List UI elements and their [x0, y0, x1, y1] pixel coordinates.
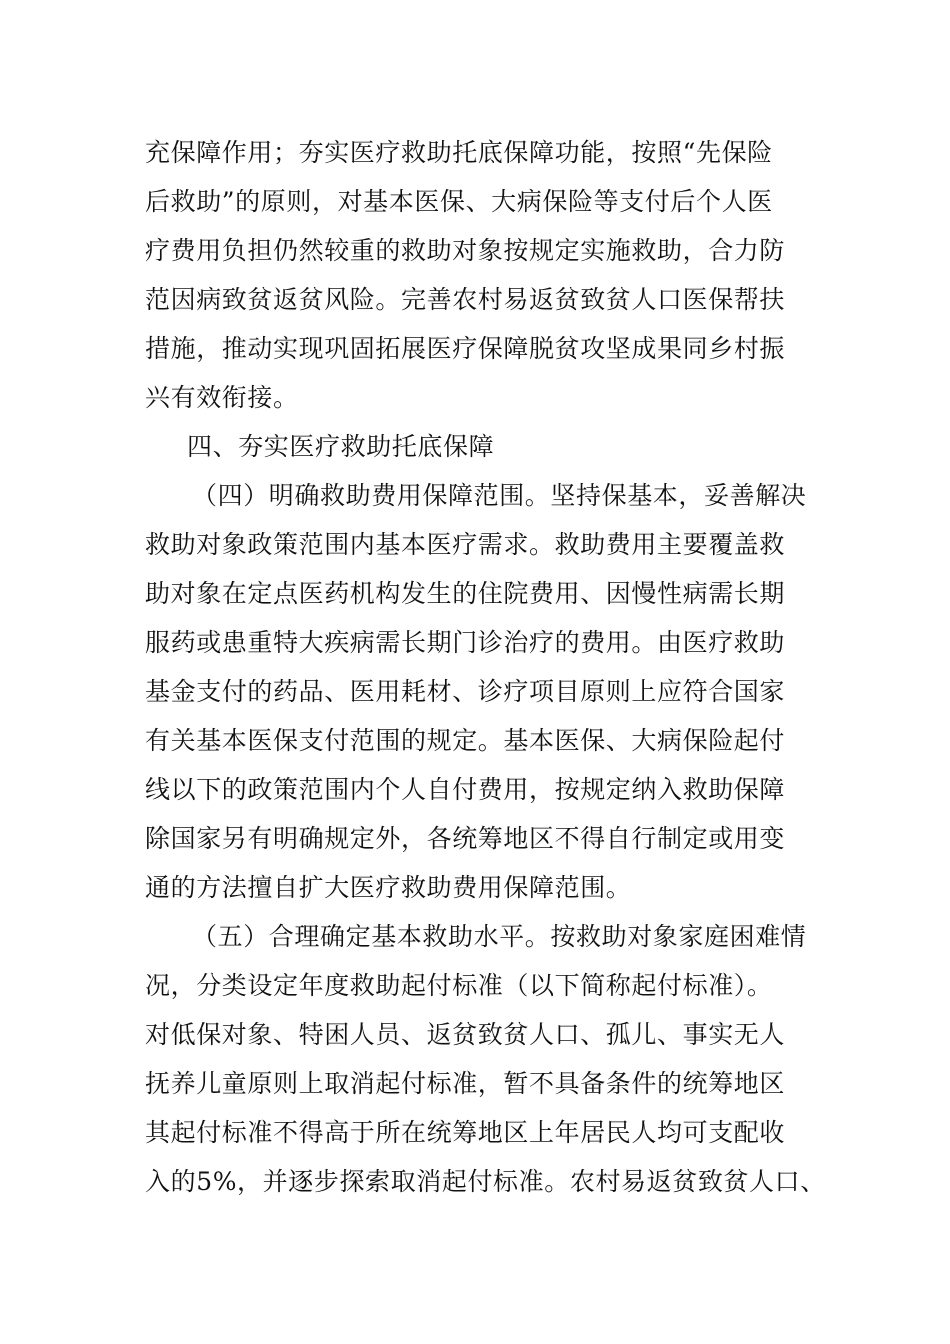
body-line: 疗费用负担仍然较重的救助对象按规定实施救助，合力防: [145, 236, 786, 265]
body-line: 救助对象政策范围内基本医疗需求。救助费用主要覆盖救: [145, 530, 786, 559]
body-line: 服药或患重特大疾病需长期门诊治疗的费用。由医疗救助: [145, 628, 786, 657]
body-line: 范因病致贫返贫风险。完善农村易返贫致贫人口医保帮扶: [145, 285, 786, 314]
body-line: 助对象在定点医药机构发生的住院费用、因慢性病需长期: [145, 579, 786, 608]
body-line: 基金支付的药品、医用耗材、诊疗项目原则上应符合国家: [145, 677, 786, 706]
body-line: 兴有效衔接。: [145, 383, 299, 412]
body-line: 通的方法擅自扩大医疗救助费用保障范围。: [145, 873, 632, 902]
body-line: 有关基本医保支付范围的规定。基本医保、大病保险起付: [145, 726, 786, 755]
paragraph-start-line: （五）合理确定基本救助水平。按救助对象家庭困难情: [192, 922, 807, 951]
paragraph-start-line: （四）明确救助费用保障范围。坚持保基本，妥善解决: [192, 481, 807, 510]
body-line: 入的5%，并逐步探索取消起付标准。农村易返贫致贫人口、: [145, 1167, 826, 1196]
document-body: [145, 128, 845, 1206]
body-line: 充保障作用；夯实医疗救助托底保障功能，按照“先保险: [145, 138, 773, 167]
section-heading: 四、夯实医疗救助托底保障: [187, 432, 495, 461]
body-line: 抚养儿童原则上取消起付标准，暂不具备条件的统筹地区: [145, 1069, 786, 1098]
body-line: 况，分类设定年度救助起付标准（以下简称起付标准）。: [145, 971, 773, 1000]
body-line: 除国家另有明确规定外，各统筹地区不得自行制定或用变: [145, 824, 786, 853]
body-line: 其起付标准不得高于所在统筹地区上年居民人均可支配收: [145, 1118, 786, 1147]
body-line: 线以下的政策范围内个人自付费用，按规定纳入救助保障: [145, 775, 786, 804]
body-line: 后救助”的原则，对基本医保、大病保险等支付后个人医: [145, 187, 773, 216]
body-line: 对低保对象、特困人员、返贫致贫人口、孤儿、事实无人: [145, 1020, 786, 1049]
body-line: 措施，推动实现巩固拓展医疗保障脱贫攻坚成果同乡村振: [145, 334, 786, 363]
